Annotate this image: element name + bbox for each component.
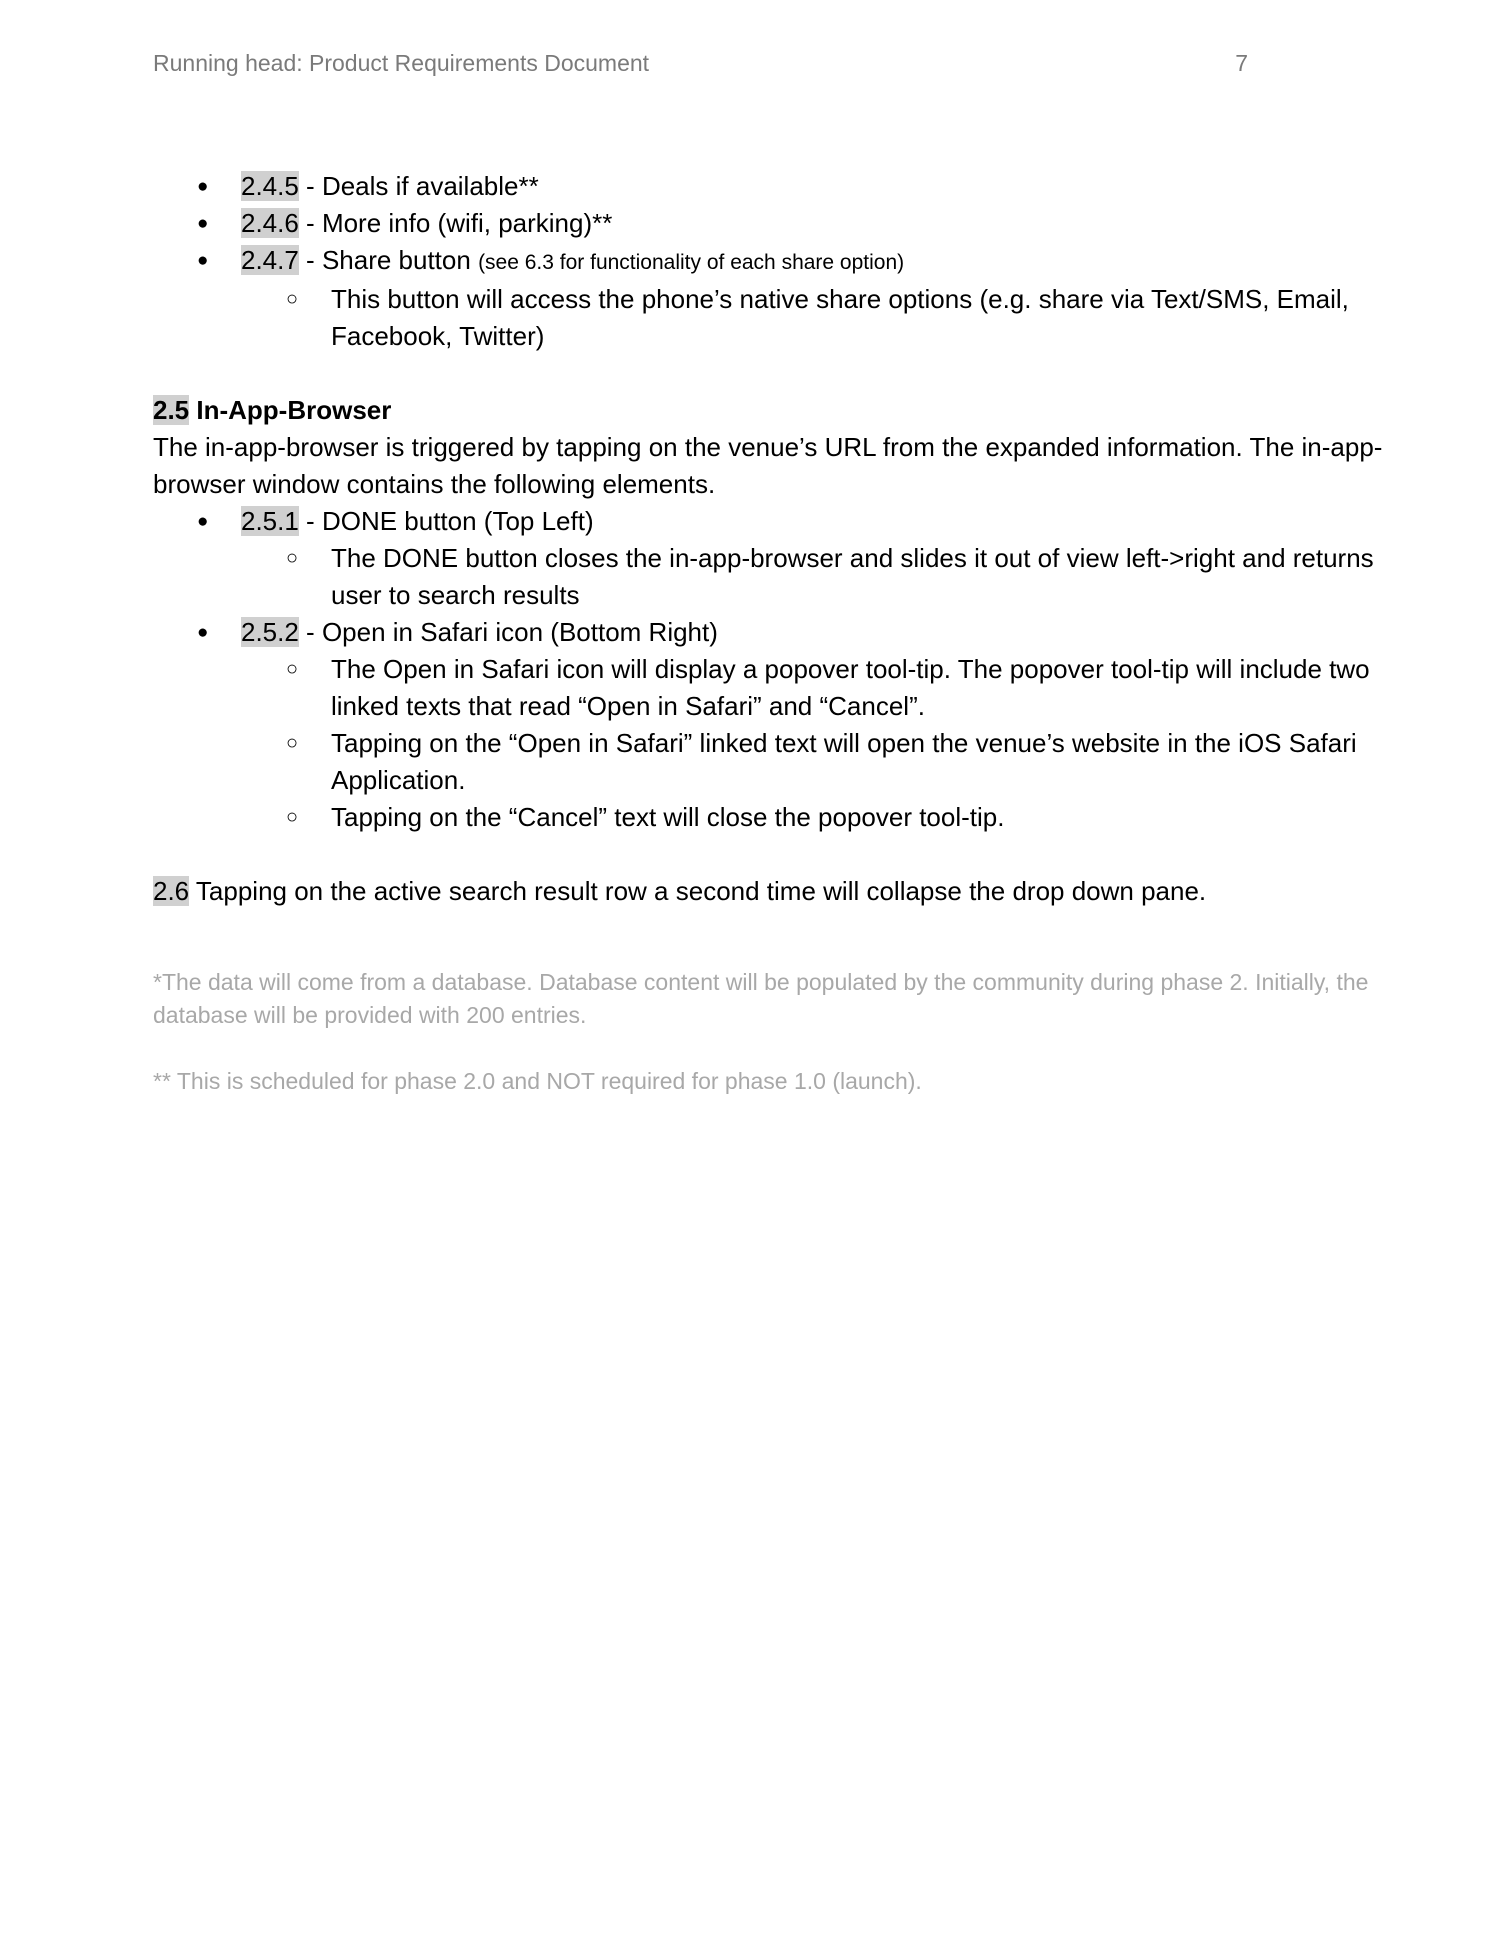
item-text: DONE button (Top Left) [321, 506, 594, 536]
sub-list-item: ○ This button will access the phone’s native share options (e.g. share via Text/SMS, Email, Facebook, Twitter) [153, 281, 1393, 355]
sub-list [241, 651, 1393, 836]
footnote-2: ** This is scheduled for phase 2.0 and NOT required for phase 1.0 (launch). [153, 1068, 922, 1094]
sub-list-item: ○ Tapping on the “Open in Safari” linked text will open the venue’s website in the iOS Safari Application. [153, 725, 1393, 799]
running-header [153, 50, 1248, 80]
page-number: 7 [1235, 50, 1248, 76]
section-heading-2-5 [153, 392, 1393, 429]
section-number: 2.5 [153, 395, 190, 425]
list-item: ● 2.5.2 - Open in Safari icon (Bottom Right) ○ The Open in Safari icon will display a popover tool-tip. The popover tool-tip will include two linked texts that read “Open in Safari” and “Cancel”. ○ Tapping on the “Open in Safari” linked text will open the venue’s website in the iOS Safari Application. ○ Tapping on the “Cancel” text will close the popover tool-tip. [153, 614, 1393, 836]
item-text: More info (wifi, parking)** [321, 208, 613, 238]
section-2-6-paragraph [153, 873, 1393, 910]
in-app-browser-elements-list [153, 503, 1393, 836]
sub-list-item: ○ The Open in Safari icon will display a popover tool-tip. The popover tool-tip will include two linked texts that read “Open in Safari” and “Cancel”. [153, 651, 1393, 725]
sub-list [241, 540, 1393, 614]
item-text: Share button [321, 245, 479, 275]
item-number: 2.4.5 [241, 171, 299, 201]
item-number: 2.4.6 [241, 208, 299, 238]
item-text: Deals if available** [321, 171, 539, 201]
footnotes [153, 966, 1393, 1098]
feature-list-top [153, 168, 1393, 355]
document-body [153, 168, 1393, 910]
item-number: 2.4.7 [241, 245, 299, 275]
section-number: 2.6 [153, 876, 190, 906]
section-title: In-App-Browser [189, 395, 392, 425]
list-item: ● 2.4.7 - Share button (see 6.3 for functionality of each share option) ○ This button will access the phone’s native share options (e.g. share via Text/SMS, Email, Facebook, Twitter) [153, 242, 1393, 355]
item-note: (see 6.3 for functionality of each share option) [478, 251, 905, 274]
list-item: ● 2.5.1 - DONE button (Top Left) ○ The DONE button closes the in-app-browser and slides it out of view left->right and returns user to search results [153, 503, 1393, 614]
sub-list-item: ○ The DONE button closes the in-app-browser and slides it out of view left->right and returns user to search results [153, 540, 1393, 614]
footnote-1: *The data will come from a database. Database content will be populated by the community during phase 2. Initially, the database will be provided with 200 entries. [153, 969, 1369, 1028]
list-item: ● 2.4.5 - Deals if available** [153, 168, 1393, 205]
item-text: Open in Safari icon (Bottom Right) [321, 617, 718, 647]
sub-list [241, 281, 1393, 355]
running-head-title: Running head: Product Requirements Document [153, 50, 650, 76]
sub-list-item: ○ Tapping on the “Cancel” text will close the popover tool-tip. [153, 799, 1393, 836]
section-text: Tapping on the active search result row a second time will collapse the drop down pane. [189, 876, 1207, 906]
item-number: 2.5.2 [241, 617, 299, 647]
section-intro: The in-app-browser is triggered by tapping on the venue’s URL from the expanded information. The in-app-browser window contains the following elements. [153, 432, 1383, 499]
list-item: ● 2.4.6 - More info (wifi, parking)** [153, 205, 1393, 242]
item-number: 2.5.1 [241, 506, 299, 536]
